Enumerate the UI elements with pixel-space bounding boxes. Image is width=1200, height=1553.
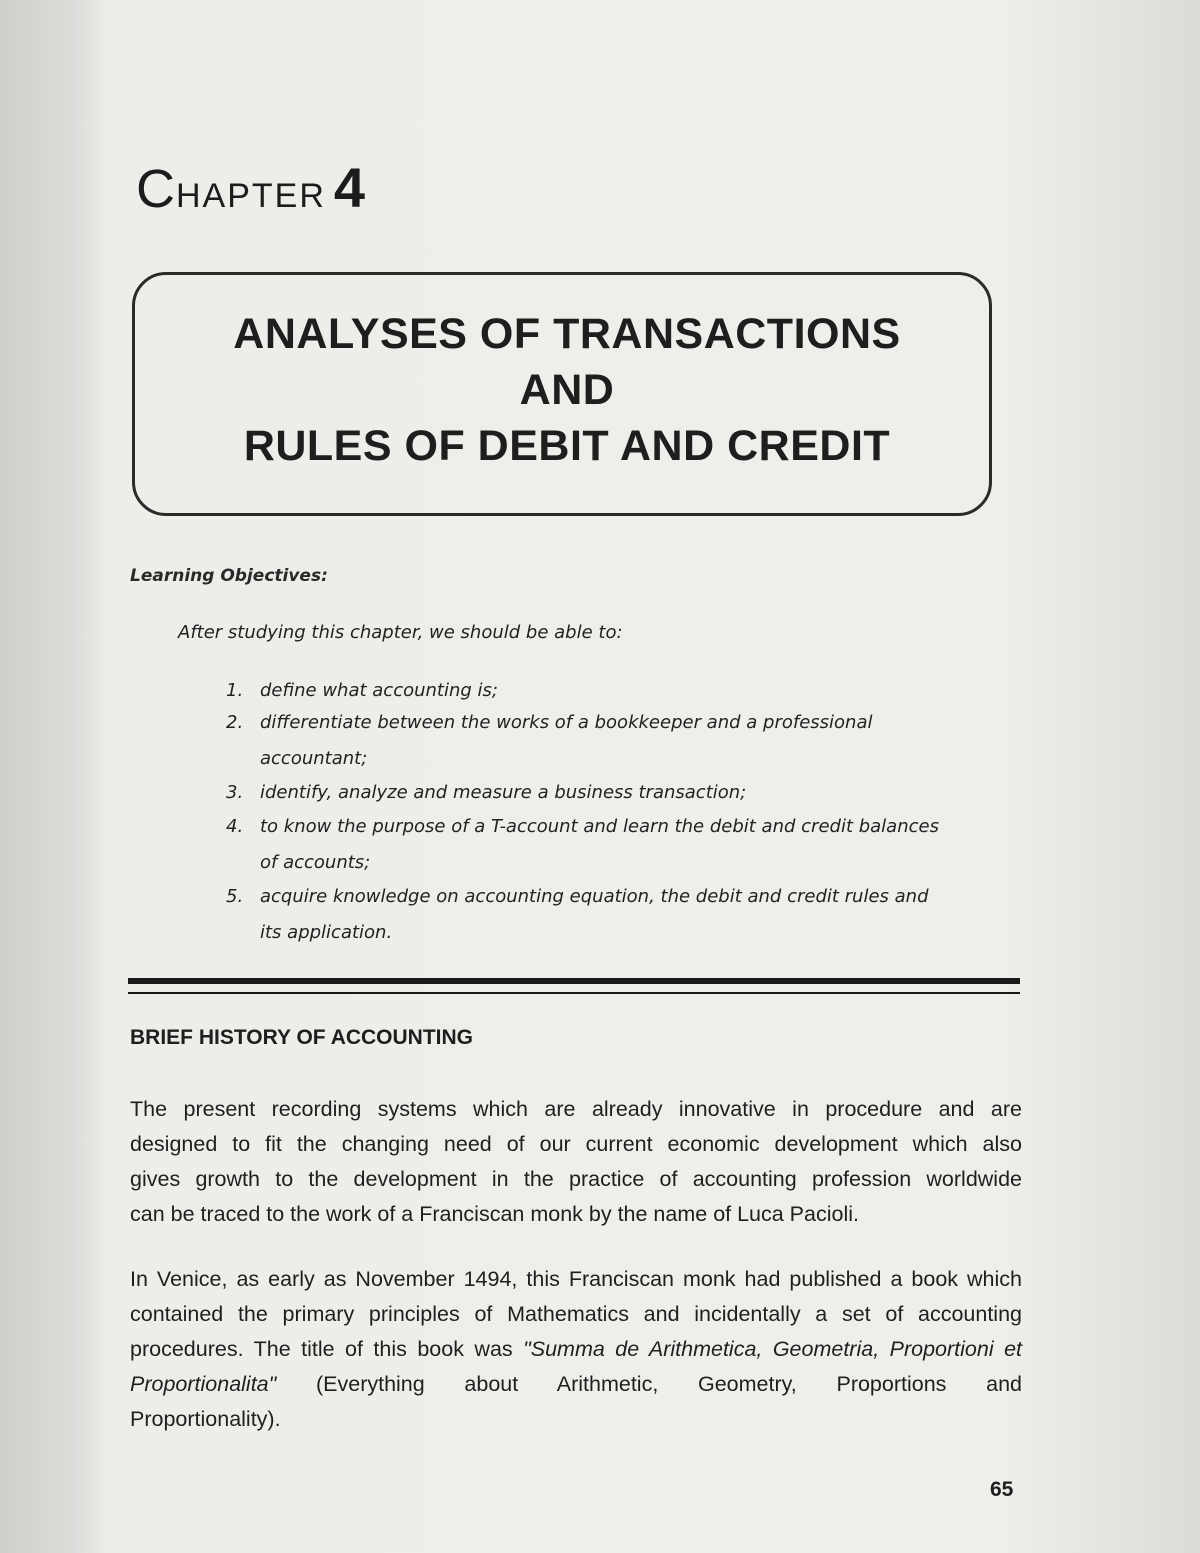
- paragraph-1: [130, 1092, 1022, 1232]
- objective-text: acquire knowledge on accounting equation, the debit and credit rules and: [260, 886, 929, 907]
- paragraph-line: Proportionality).: [130, 1407, 281, 1431]
- objective-number: 1.: [226, 680, 244, 701]
- objective-text: identify, analyze and measure a business transaction;: [260, 782, 747, 803]
- section-title: BRIEF HISTORY OF ACCOUNTING: [130, 1026, 474, 1049]
- title-line-1: ANALYSES OF TRANSACTIONS: [233, 310, 901, 358]
- chapter-heading: [136, 156, 366, 219]
- objective-text: to know the purpose of a T-account and learn the debit and credit balances: [260, 816, 939, 837]
- paragraph-line: contained the primary principles of Mathematics and incidentally a set of accounting: [130, 1302, 1022, 1326]
- learning-objectives-label: Learning Objectives:: [130, 566, 328, 586]
- objective-text-continued: its application.: [260, 922, 393, 943]
- objective-number: 4.: [226, 816, 244, 837]
- objective-number: 2.: [226, 712, 244, 733]
- objective-number: 3.: [226, 782, 244, 803]
- objective-item: [226, 680, 498, 701]
- objective-text-continued: of accounts;: [260, 852, 371, 873]
- objective-text: define what accounting is;: [260, 680, 498, 701]
- paragraph-2: [130, 1262, 1022, 1437]
- paragraph-line: can be traced to the work of a Franciscan monk by the name of Luca Pacioli.: [130, 1202, 859, 1226]
- chapter-first-letter: C: [136, 159, 176, 219]
- objective-item: [226, 816, 939, 837]
- section-divider-thick: [128, 978, 1020, 984]
- page-number: 65: [990, 1478, 1014, 1501]
- paragraph-line: [130, 1332, 1022, 1367]
- objective-item: [226, 886, 929, 907]
- objective-item: [226, 712, 872, 733]
- book-title: Proportionalita": [130, 1372, 277, 1396]
- chapter-number: 4: [333, 156, 366, 219]
- page-shadow: [0, 0, 108, 1553]
- title-line-3: RULES OF DEBIT AND CREDIT: [243, 422, 891, 470]
- objective-item: [226, 782, 746, 803]
- section-divider-thin: [128, 992, 1020, 994]
- paragraph-text: procedures. The title of this book was: [130, 1337, 524, 1361]
- book-title: "Summa de Arithmetica, Geometria, Proportioni et: [523, 1337, 1022, 1361]
- paragraph-line: In Venice, as early as November 1494, this Franciscan monk had published a book which: [130, 1267, 1022, 1291]
- objective-text-continued: accountant;: [260, 748, 368, 769]
- title-line-2: AND: [519, 366, 615, 414]
- objective-number: 5.: [226, 886, 244, 907]
- paragraph-line: designed to fit the changing need of our current economic development which also: [130, 1132, 1022, 1156]
- paragraph-line: gives growth to the development in the practice of accounting profession worldwide: [130, 1167, 1022, 1191]
- objective-text: differentiate between the works of a bookkeeper and a professional: [260, 712, 873, 733]
- paragraph-line: [130, 1367, 1022, 1402]
- chapter-word: HAPTER: [176, 177, 326, 215]
- paragraph-text: (Everything about Arithmetic, Geometry, Proportions and: [276, 1372, 1022, 1396]
- learning-objectives-intro: After studying this chapter, we should be able to:: [178, 622, 623, 643]
- paragraph-line: The present recording systems which are already innovative in procedure and are: [130, 1097, 1022, 1121]
